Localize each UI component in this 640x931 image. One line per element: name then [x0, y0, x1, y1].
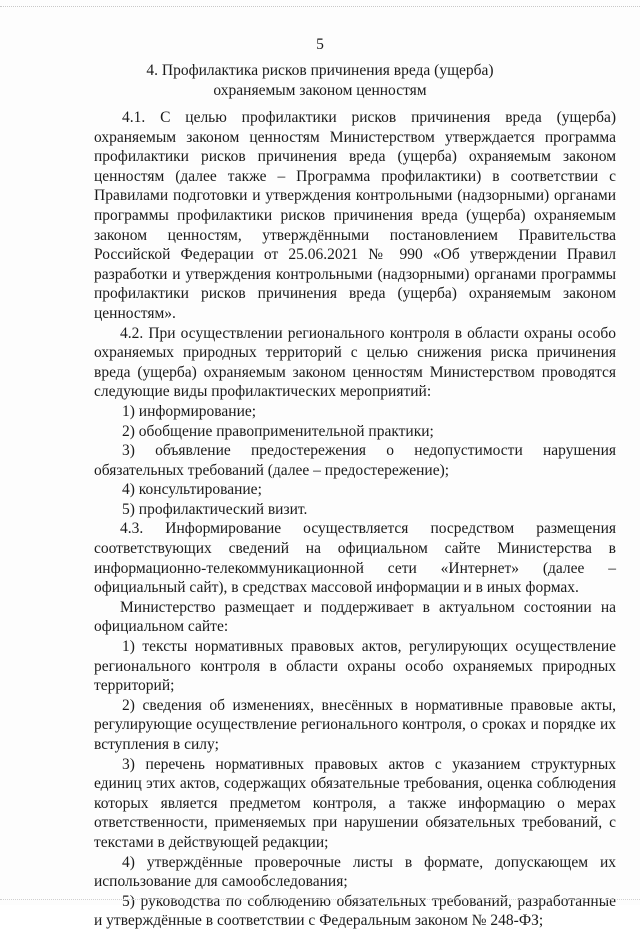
list-item: 5) руководства по соблюдению обязательных требований, разработанные и утверждённые в соответствии с Федеральным законом № 248-ФЗ;: [94, 892, 616, 930]
list-item: 4) утверждённые проверочные листы в формате, допускающем их использование для самообследования;: [94, 853, 616, 891]
scan-edge-top: [0, 6, 640, 8]
list-item: 3) объявление предостережения о недопустимости нарушения обязательных требований (далее – предостережение);: [94, 442, 616, 479]
list-item: 2) обобщение правоприменительной практики;: [122, 422, 434, 440]
list-item: 2) сведения об изменениях, внесённых в нормативные правовые акты, регулирующие осуществление регионального контроля, о сроках и порядке их вступления в силу;: [94, 696, 616, 753]
paragraph-4-2: 4.2. При осуществлении регионального контроля в области охраны особо охраняемых природных территорий с целью снижения риска причинения вреда (ущерба) охраняемым законом ценностям Министерством проводятся следующие виды профилактических мероприятий:: [94, 324, 616, 401]
section-heading: [90, 61, 550, 101]
paragraph-4-1: 4.1. С целью профилактики рисков причинения вреда (ущерба) охраняемым законом ценностям Министерством утверждается программа профилактики рисков причинения вреда (ущерба) охраняемым законом ценностям (далее также – Программа профилактики) в соответствии с Правилами подготовки и утверждения контрольными (надзорными) органами программы профилактики рисков причинения вреда (ущерба) охраняемым законом ценностям, утверждёнными постановлением Правительства Российской Федерации от 25.06.2021 № 990 «Об утверждении Правил разработки и утверждения контрольными (надзорными) органами программы профилактики рисков причинения вреда (ущерба) охраняемым законом ценностям».: [94, 109, 616, 322]
list-item: 3) перечень нормативных правовых актов с указанием структурных единиц этих актов, содержащих обязательные требования, оценка соблюдения которых является предметом контроля, а также информацию о мерах ответственности, применяемых при нарушении обязательных требований, с текстами в действующей редакции;: [94, 755, 616, 851]
document-body: [94, 108, 616, 931]
scan-edge-bottom: [0, 899, 640, 901]
section-heading-line-1: 4. Профилактика рисков причинения вреда (ущерба): [146, 62, 494, 79]
paragraph-ministry: Министерство размещает и поддерживает в актуальном состоянии на официальном сайте:: [94, 598, 616, 636]
section-heading-line-2: охраняемым законом ценностям: [213, 82, 427, 99]
page-number: 5: [316, 36, 324, 53]
list-item: 1) информирование;: [122, 402, 257, 420]
list-item: 4) консультирование;: [122, 481, 262, 499]
paragraph-4-3: 4.3. Информирование осуществляется посредством размещения соответствующих сведений на официальном сайте Министерства в информационно-телекоммуникационной сети «Интернет» (далее – официальный сайт), в средствах массовой информации и в иных формах.: [94, 520, 616, 597]
list-item: 1) тексты нормативных правовых актов, регулирующих осуществление регионального контроля в области охраны особо охраняемых природных территорий;: [94, 638, 616, 695]
list-item: 5) профилактический визит.: [122, 500, 308, 518]
